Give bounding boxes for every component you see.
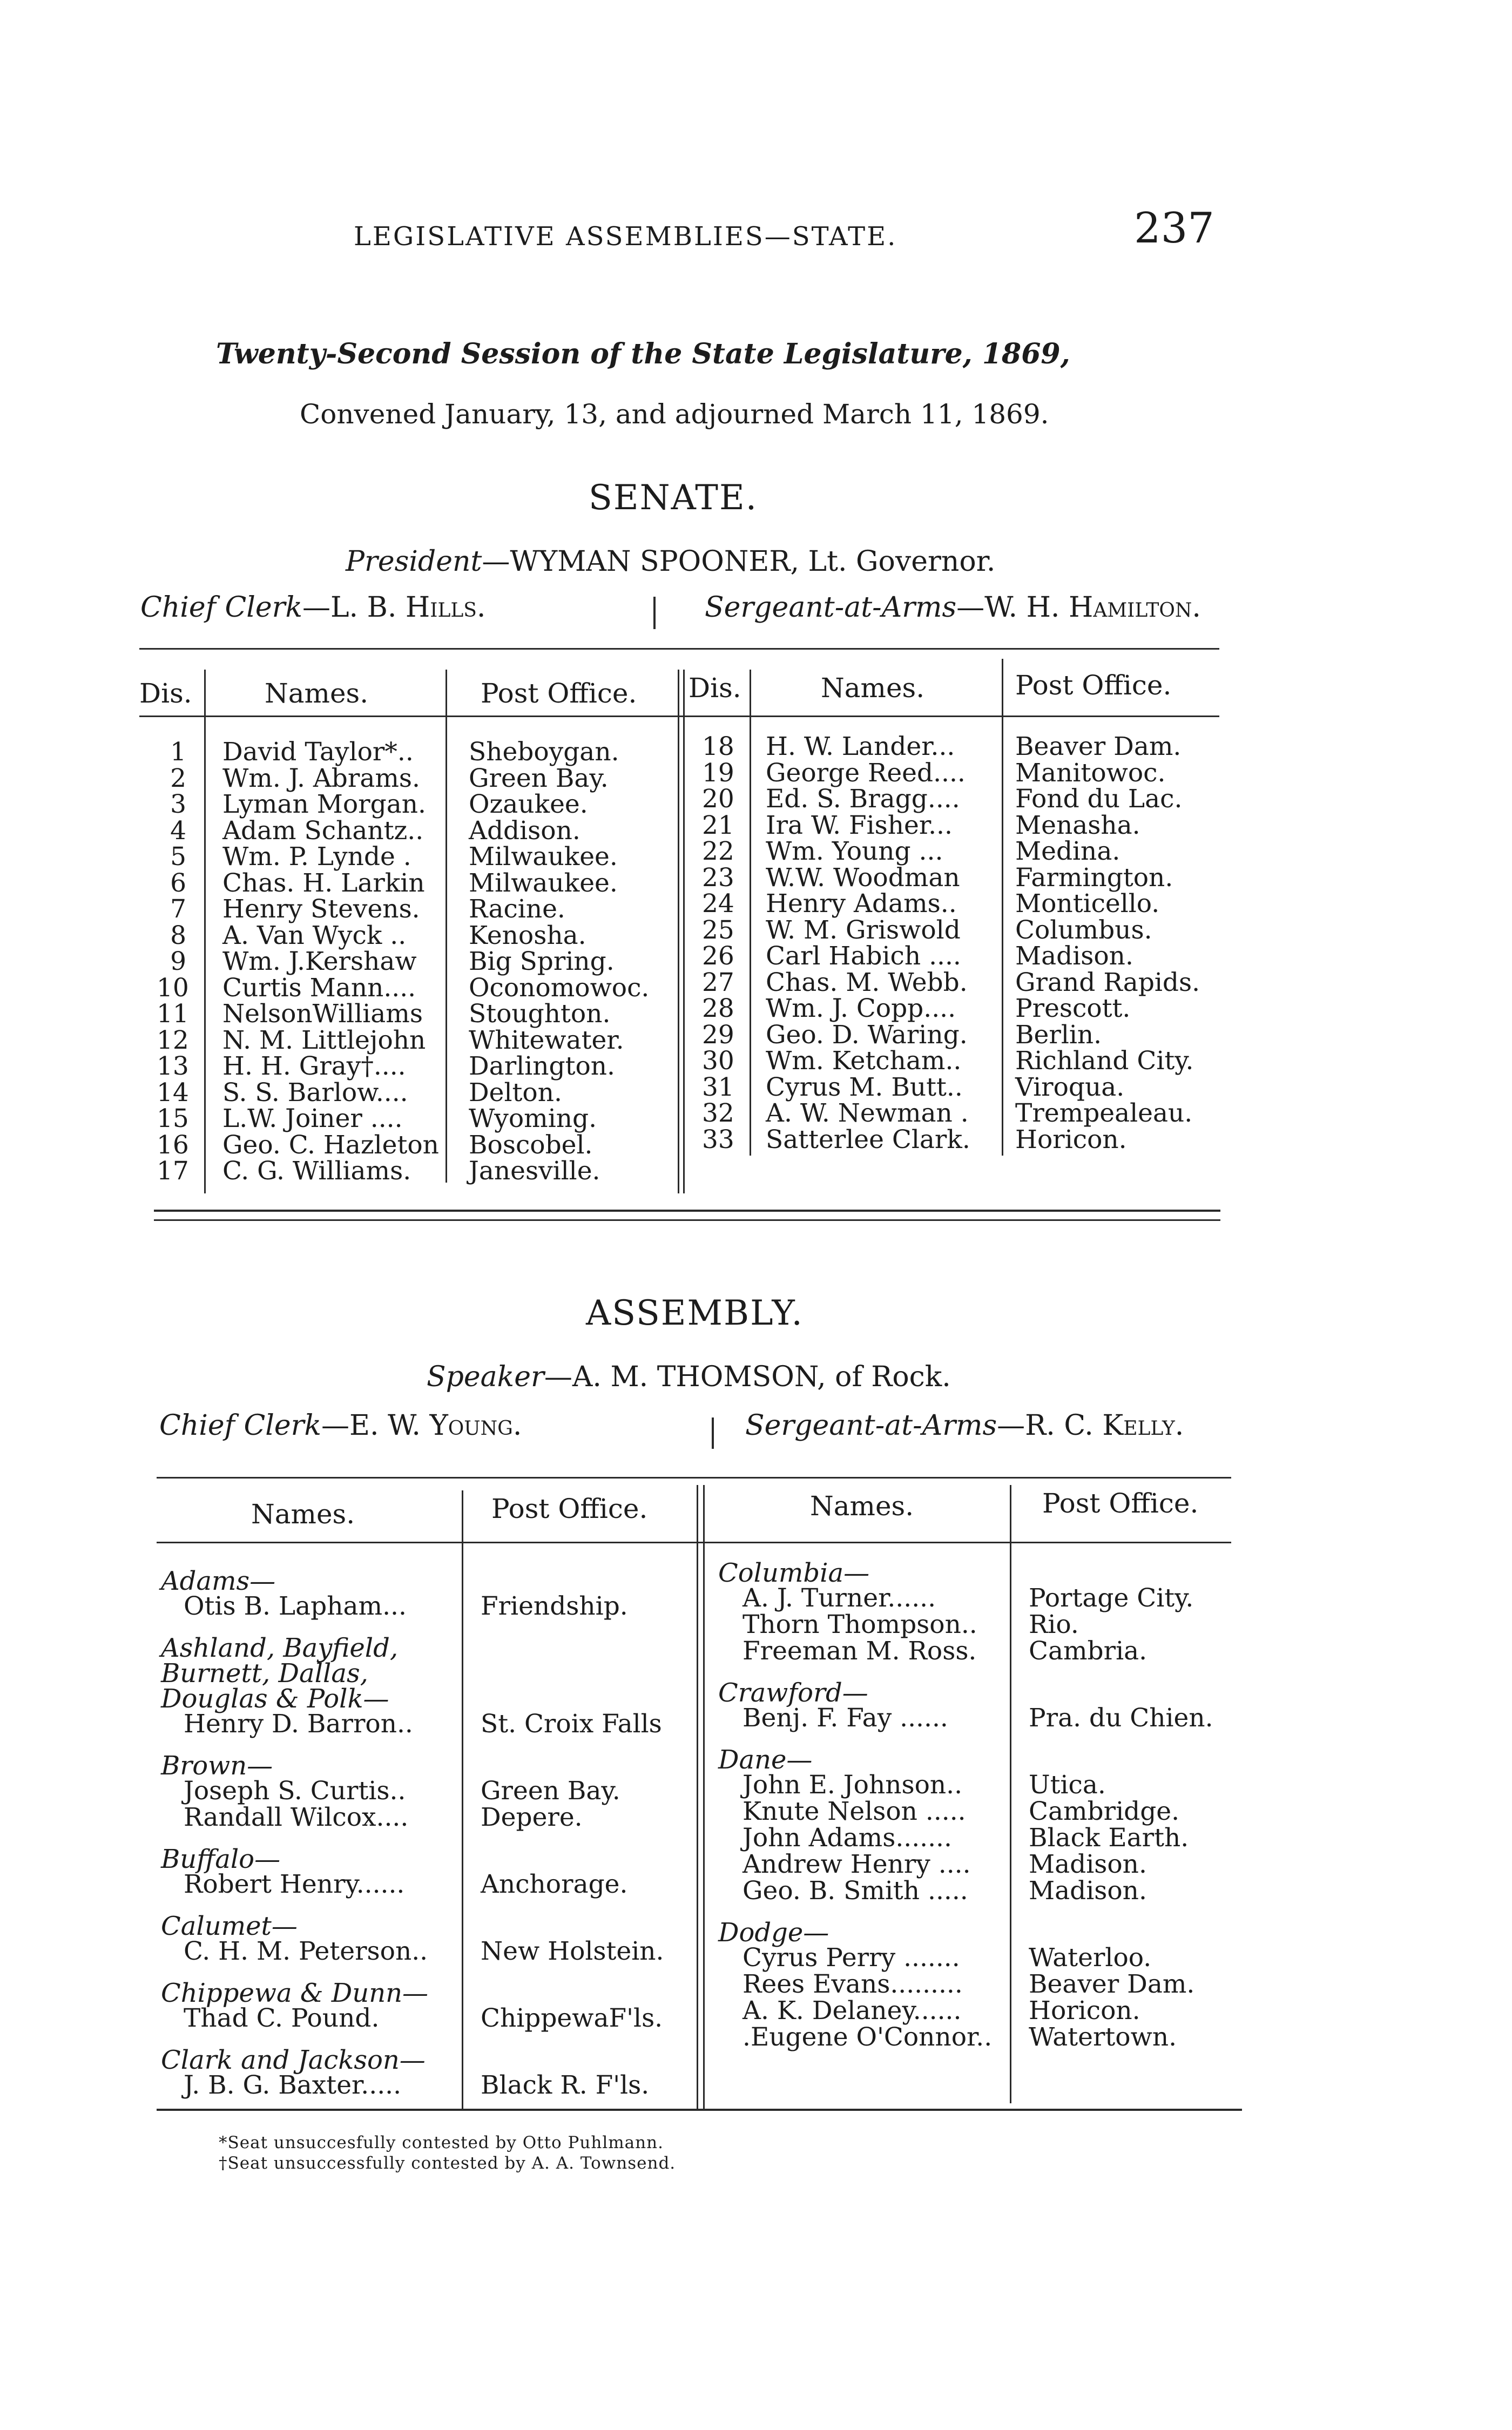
senate-district-number: 31: [702, 1072, 734, 1102]
assembly-chief-clerk-line: [159, 1409, 522, 1442]
senate-post-office: Milwaukee.: [469, 868, 618, 898]
assembly-post-office: Anchorage.: [481, 1869, 628, 1899]
running-head: LEGISLATIVE ASSEMBLIES—STATE.: [354, 221, 897, 252]
county-heading: Crawford—: [718, 1678, 868, 1708]
assembly-header-names: Names.: [251, 1498, 355, 1530]
senate-district-number: 17: [157, 1156, 189, 1186]
county-heading: Chippewa & Dunn—: [161, 1978, 429, 2008]
senate-district-number: 7: [170, 894, 186, 924]
session-title: Twenty-Second Session of the State Legislature, 1869,: [216, 338, 1070, 370]
senate-district-number: 5: [170, 842, 186, 872]
senate-district-number: 23: [702, 862, 734, 893]
senate-district-number: 32: [702, 1098, 734, 1128]
senate-member-name: George Reed....: [766, 758, 966, 788]
senate-member-name: Geo. D. Waring.: [766, 1020, 968, 1050]
senate-district-number: 14: [157, 1077, 189, 1108]
senate-post-office: Boscobel.: [469, 1130, 593, 1160]
assembly-member-name: Cyrus Perry .......: [742, 1943, 960, 1973]
assembly-table-top-rule: [157, 1477, 1231, 1479]
assembly-post-office: New Holstein.: [481, 1936, 664, 1966]
senate-post-office: Oconomowoc.: [469, 973, 650, 1003]
senate-member-name: Lyman Morgan.: [222, 789, 426, 819]
senate-district-number: 30: [702, 1046, 734, 1076]
senate-member-name: Adam Schantz..: [222, 815, 424, 846]
senate-col-rule: [683, 670, 685, 1193]
chief-clerk-value: —L. B. Hills.: [302, 591, 486, 624]
senate-member-name: NelsonWilliams: [222, 999, 423, 1029]
senate-post-office: Stoughton.: [469, 999, 611, 1029]
assembly-post-office: Friendship.: [481, 1591, 628, 1621]
assembly-member-name: C. H. M. Peterson..: [184, 1936, 428, 1966]
county-heading: Ashland, Bayfield,: [161, 1633, 399, 1663]
sergeant-label: Sergeant-at-Arms: [705, 591, 957, 624]
senate-post-office: Trempealeau.: [1015, 1098, 1193, 1128]
assembly-post-office: Black Earth.: [1029, 1823, 1189, 1853]
assembly-post-office: ChippewaF'ls.: [481, 2003, 663, 2033]
president-value: —WYMAN SPOONER, Lt. Governor.: [482, 545, 996, 578]
senate-member-name: A. Van Wyck ..: [222, 920, 407, 950]
senate-member-name: Geo. C. Hazleton: [222, 1130, 439, 1160]
senate-post-office: Horicon.: [1015, 1124, 1127, 1155]
senate-member-name: H. H. Gray†....: [222, 1051, 406, 1081]
assembly-member-name: J. B. G. Baxter.....: [184, 2070, 402, 2100]
senate-post-office: Whitewater.: [469, 1025, 624, 1055]
speaker-value: —A. M. THOMSON, of Rock.: [544, 1361, 951, 1393]
assembly-header-post-office: Post Office.: [491, 1493, 648, 1524]
senate-member-name: Henry Adams..: [766, 889, 957, 919]
senate-district-number: 25: [702, 915, 734, 945]
senate-header-rule: [139, 716, 1219, 717]
senate-post-office: Racine.: [469, 894, 565, 924]
assembly-post-office: Cambria.: [1029, 1636, 1148, 1666]
page-number: 237: [1134, 204, 1214, 253]
senate-col-rule: [1002, 659, 1003, 1156]
senate-chief-clerk-line: [140, 591, 485, 624]
assembly-member-name: A. J. Turner......: [742, 1583, 936, 1613]
officer-separator: [712, 1418, 714, 1449]
assembly-header-post-office: Post Office.: [1042, 1488, 1199, 1519]
senate-district-number: 12: [157, 1025, 189, 1055]
senate-member-name: Wm. J.Kershaw: [222, 947, 417, 976]
senate-post-office: Addison.: [469, 815, 580, 846]
senate-member-name: C. G. Williams.: [222, 1156, 411, 1186]
senate-post-office: Ozaukee.: [469, 789, 588, 819]
assembly-post-office: Beaver Dam.: [1029, 1969, 1195, 1999]
county-heading: Dane—: [718, 1745, 813, 1775]
senate-table-bottom-rule: [154, 1210, 1220, 1212]
senate-member-name: Satterlee Clark.: [766, 1124, 970, 1155]
senate-post-office: Berlin.: [1015, 1020, 1102, 1050]
senate-district-number: 10: [157, 973, 189, 1003]
senate-district-number: 6: [170, 868, 186, 898]
senate-header-post-office: Post Office.: [481, 678, 637, 709]
assembly-post-office: Rio.: [1029, 1610, 1079, 1639]
senate-member-name: Wm. Young ...: [766, 836, 943, 866]
assembly-table-bottom-rule: [157, 2109, 1242, 2111]
senate-district-number: 22: [702, 836, 734, 866]
assembly-post-office: Cambridge.: [1029, 1797, 1180, 1826]
assembly-post-office: Pra. du Chien.: [1029, 1703, 1213, 1733]
senate-member-name: L.W. Joiner ....: [222, 1104, 403, 1133]
sergeant-value: —W. H. Hamilton.: [956, 591, 1201, 624]
senate-post-office: Monticello.: [1015, 889, 1160, 919]
senate-post-office: Green Bay.: [469, 763, 609, 793]
assembly-col-rule: [1010, 1485, 1011, 2103]
assembly-member-name: Freeman M. Ross.: [742, 1636, 977, 1666]
county-heading: Dodge—: [718, 1918, 829, 1948]
senate-district-number: 29: [702, 1020, 734, 1050]
senate-table-top-rule: [139, 648, 1219, 650]
senate-post-office: Manitowoc.: [1015, 758, 1166, 788]
senate-header-post-office: Post Office.: [1015, 670, 1172, 701]
sergeant-value: —R. C. Kelly.: [997, 1409, 1184, 1442]
assembly-member-name: .Eugene O'Connor..: [742, 2022, 993, 2052]
senate-col-rule: [446, 670, 447, 1183]
senate-district-number: 3: [170, 789, 186, 819]
senate-district-number: 24: [702, 889, 734, 919]
senate-post-office: Sheboygan.: [469, 737, 619, 767]
senate-header-dis: Dis.: [139, 678, 192, 709]
senate-post-office: Big Spring.: [469, 947, 615, 976]
assembly-header-names: Names.: [810, 1490, 914, 1522]
county-heading: Columbia—: [718, 1558, 870, 1588]
senate-district-number: 33: [702, 1124, 734, 1155]
senate-district-number: 28: [702, 994, 734, 1023]
senate-member-name: Chas. H. Larkin: [222, 868, 425, 898]
senate-district-number: 15: [157, 1104, 189, 1133]
county-heading: Burnett, Dallas,: [161, 1658, 368, 1689]
senate-header-names: Names.: [265, 678, 369, 709]
senate-member-name: Ira W. Fisher...: [766, 810, 953, 840]
assembly-member-name: Robert Henry......: [184, 1869, 405, 1899]
senate-table-bottom-rule: [154, 1219, 1220, 1221]
assembly-member-name: A. K. Delaney......: [742, 1996, 962, 2026]
senate-member-name: W. M. Griswold: [766, 915, 961, 945]
senate-district-number: 27: [702, 967, 734, 997]
senate-member-name: S. S. Barlow....: [222, 1077, 408, 1108]
senate-district-number: 2: [170, 763, 186, 793]
assembly-member-name: John Adams.......: [742, 1823, 952, 1853]
assembly-post-office: Waterloo.: [1029, 1943, 1152, 1973]
senate-district-number: 1: [170, 737, 186, 767]
assembly-post-office: Madison.: [1029, 1850, 1147, 1879]
assembly-header-rule: [157, 1542, 1231, 1543]
senate-member-name: Wm. J. Copp....: [766, 994, 956, 1023]
senate-member-name: H. W. Lander...: [766, 732, 955, 761]
senate-post-office: Medina.: [1015, 836, 1120, 866]
senate-header-names: Names.: [821, 672, 925, 704]
assembly-post-office: Horicon.: [1029, 1996, 1140, 2026]
senate-member-name: N. M. Littlejohn: [222, 1025, 426, 1055]
assembly-col-rule: [697, 1485, 698, 2109]
senate-post-office: Grand Rapids.: [1015, 967, 1200, 997]
assembly-col-rule: [462, 1490, 463, 2109]
assembly-member-name: Randall Wilcox....: [184, 1803, 409, 1832]
senate-member-name: Cyrus M. Butt..: [766, 1072, 963, 1102]
chief-clerk-value: —E. W. Young.: [321, 1409, 522, 1442]
assembly-member-name: Geo. B. Smith .....: [742, 1876, 968, 1906]
senate-post-office: Janesville.: [469, 1156, 600, 1186]
senate-post-office: Richland City.: [1015, 1046, 1194, 1076]
senate-post-office: Milwaukee.: [469, 842, 618, 872]
senate-district-number: 9: [170, 947, 186, 976]
senate-district-number: 4: [170, 815, 186, 846]
assembly-title: ASSEMBLY.: [586, 1293, 804, 1333]
sergeant-label: Sergeant-at-Arms: [745, 1409, 997, 1442]
senate-col-rule: [204, 670, 206, 1193]
assembly-post-office: Madison.: [1029, 1876, 1147, 1906]
senate-post-office: Prescott.: [1015, 994, 1131, 1023]
senate-sergeant-line: [705, 591, 1201, 624]
chief-clerk-label: Chief Clerk: [159, 1409, 322, 1442]
assembly-post-office: Black R. F'ls.: [481, 2070, 650, 2100]
assembly-post-office: Depere.: [481, 1803, 583, 1832]
senate-president-line: [346, 545, 995, 578]
assembly-member-name: Otis B. Lapham...: [184, 1591, 407, 1621]
assembly-member-name: Thorn Thompson..: [742, 1610, 977, 1639]
assembly-speaker-line: [427, 1361, 951, 1393]
senate-district-number: 13: [157, 1051, 189, 1081]
assembly-member-name: Andrew Henry ....: [742, 1850, 971, 1879]
senate-district-number: 8: [170, 920, 186, 950]
footnote: †Seat unsuccessfully contested by A. A. Townsend.: [219, 2154, 676, 2173]
president-label: President: [346, 545, 482, 578]
senate-post-office: Fond du Lac.: [1015, 784, 1183, 814]
senate-district-number: 16: [157, 1130, 189, 1160]
senate-member-name: Wm. J. Abrams.: [222, 763, 420, 793]
senate-district-number: 18: [702, 732, 734, 761]
senate-member-name: Curtis Mann....: [222, 973, 416, 1003]
assembly-post-office: Portage City.: [1029, 1583, 1194, 1613]
senate-district-number: 19: [702, 758, 734, 788]
county-heading: Adams—: [161, 1566, 276, 1596]
senate-post-office: Wyoming.: [469, 1104, 597, 1133]
senate-post-office: Kenosha.: [469, 920, 586, 950]
senate-header-dis: Dis.: [688, 672, 741, 704]
senate-title: SENATE.: [589, 478, 758, 518]
footnote: *Seat unsuccesfully contested by Otto Puhlmann.: [219, 2133, 664, 2152]
senate-district-number: 26: [702, 941, 734, 971]
senate-post-office: Viroqua.: [1015, 1072, 1125, 1102]
senate-member-name: Wm. Ketcham..: [766, 1046, 962, 1076]
senate-member-name: Wm. P. Lynde .: [222, 842, 411, 872]
senate-member-name: Chas. M. Webb.: [766, 967, 968, 997]
assembly-post-office: St. Croix Falls: [481, 1709, 662, 1739]
assembly-post-office: Green Bay.: [481, 1776, 620, 1806]
senate-member-name: David Taylor*..: [222, 737, 414, 767]
assembly-sergeant-line: [745, 1409, 1184, 1442]
senate-member-name: Henry Stevens.: [222, 894, 420, 924]
senate-post-office: Farmington.: [1015, 862, 1173, 893]
assembly-member-name: Joseph S. Curtis..: [184, 1776, 406, 1806]
senate-post-office: Darlington.: [469, 1051, 615, 1081]
officer-separator: [653, 597, 656, 629]
senate-member-name: Ed. S. Bragg....: [766, 784, 960, 814]
assembly-member-name: Benj. F. Fay ......: [742, 1703, 948, 1733]
assembly-col-rule: [703, 1485, 705, 2109]
senate-post-office: Madison.: [1015, 941, 1133, 971]
county-heading: Buffalo—: [161, 1844, 281, 1874]
county-heading: Calumet—: [161, 1911, 298, 1941]
assembly-post-office: Watertown.: [1029, 2022, 1177, 2052]
assembly-member-name: Henry D. Barron..: [184, 1709, 413, 1739]
senate-member-name: W.W. Woodman: [766, 862, 960, 893]
speaker-label: Speaker: [427, 1361, 544, 1393]
assembly-member-name: Knute Nelson .....: [742, 1797, 966, 1826]
county-heading: Douglas & Polk—: [161, 1684, 389, 1714]
senate-district-number: 21: [702, 810, 734, 840]
senate-post-office: Columbus.: [1015, 915, 1152, 945]
senate-post-office: Menasha.: [1015, 810, 1140, 840]
assembly-member-name: Rees Evans.........: [742, 1969, 963, 1999]
chief-clerk-label: Chief Clerk: [140, 591, 303, 624]
assembly-post-office: Utica.: [1029, 1770, 1106, 1800]
senate-col-rule: [678, 670, 679, 1193]
senate-post-office: Beaver Dam.: [1015, 732, 1182, 761]
county-heading: Brown—: [161, 1751, 273, 1781]
senate-member-name: Carl Habich ....: [766, 941, 961, 971]
senate-col-rule: [750, 670, 751, 1156]
senate-post-office: Delton.: [469, 1077, 562, 1108]
session-dates: Convened January, 13, and adjourned March 11, 1869.: [300, 399, 1049, 430]
senate-district-number: 20: [702, 784, 734, 814]
county-heading: Clark and Jackson—: [161, 2045, 426, 2075]
senate-member-name: A. W. Newman .: [766, 1098, 969, 1128]
assembly-member-name: Thad C. Pound.: [184, 2003, 380, 2033]
assembly-member-name: John E. Johnson..: [742, 1770, 963, 1800]
senate-district-number: 11: [157, 999, 189, 1029]
